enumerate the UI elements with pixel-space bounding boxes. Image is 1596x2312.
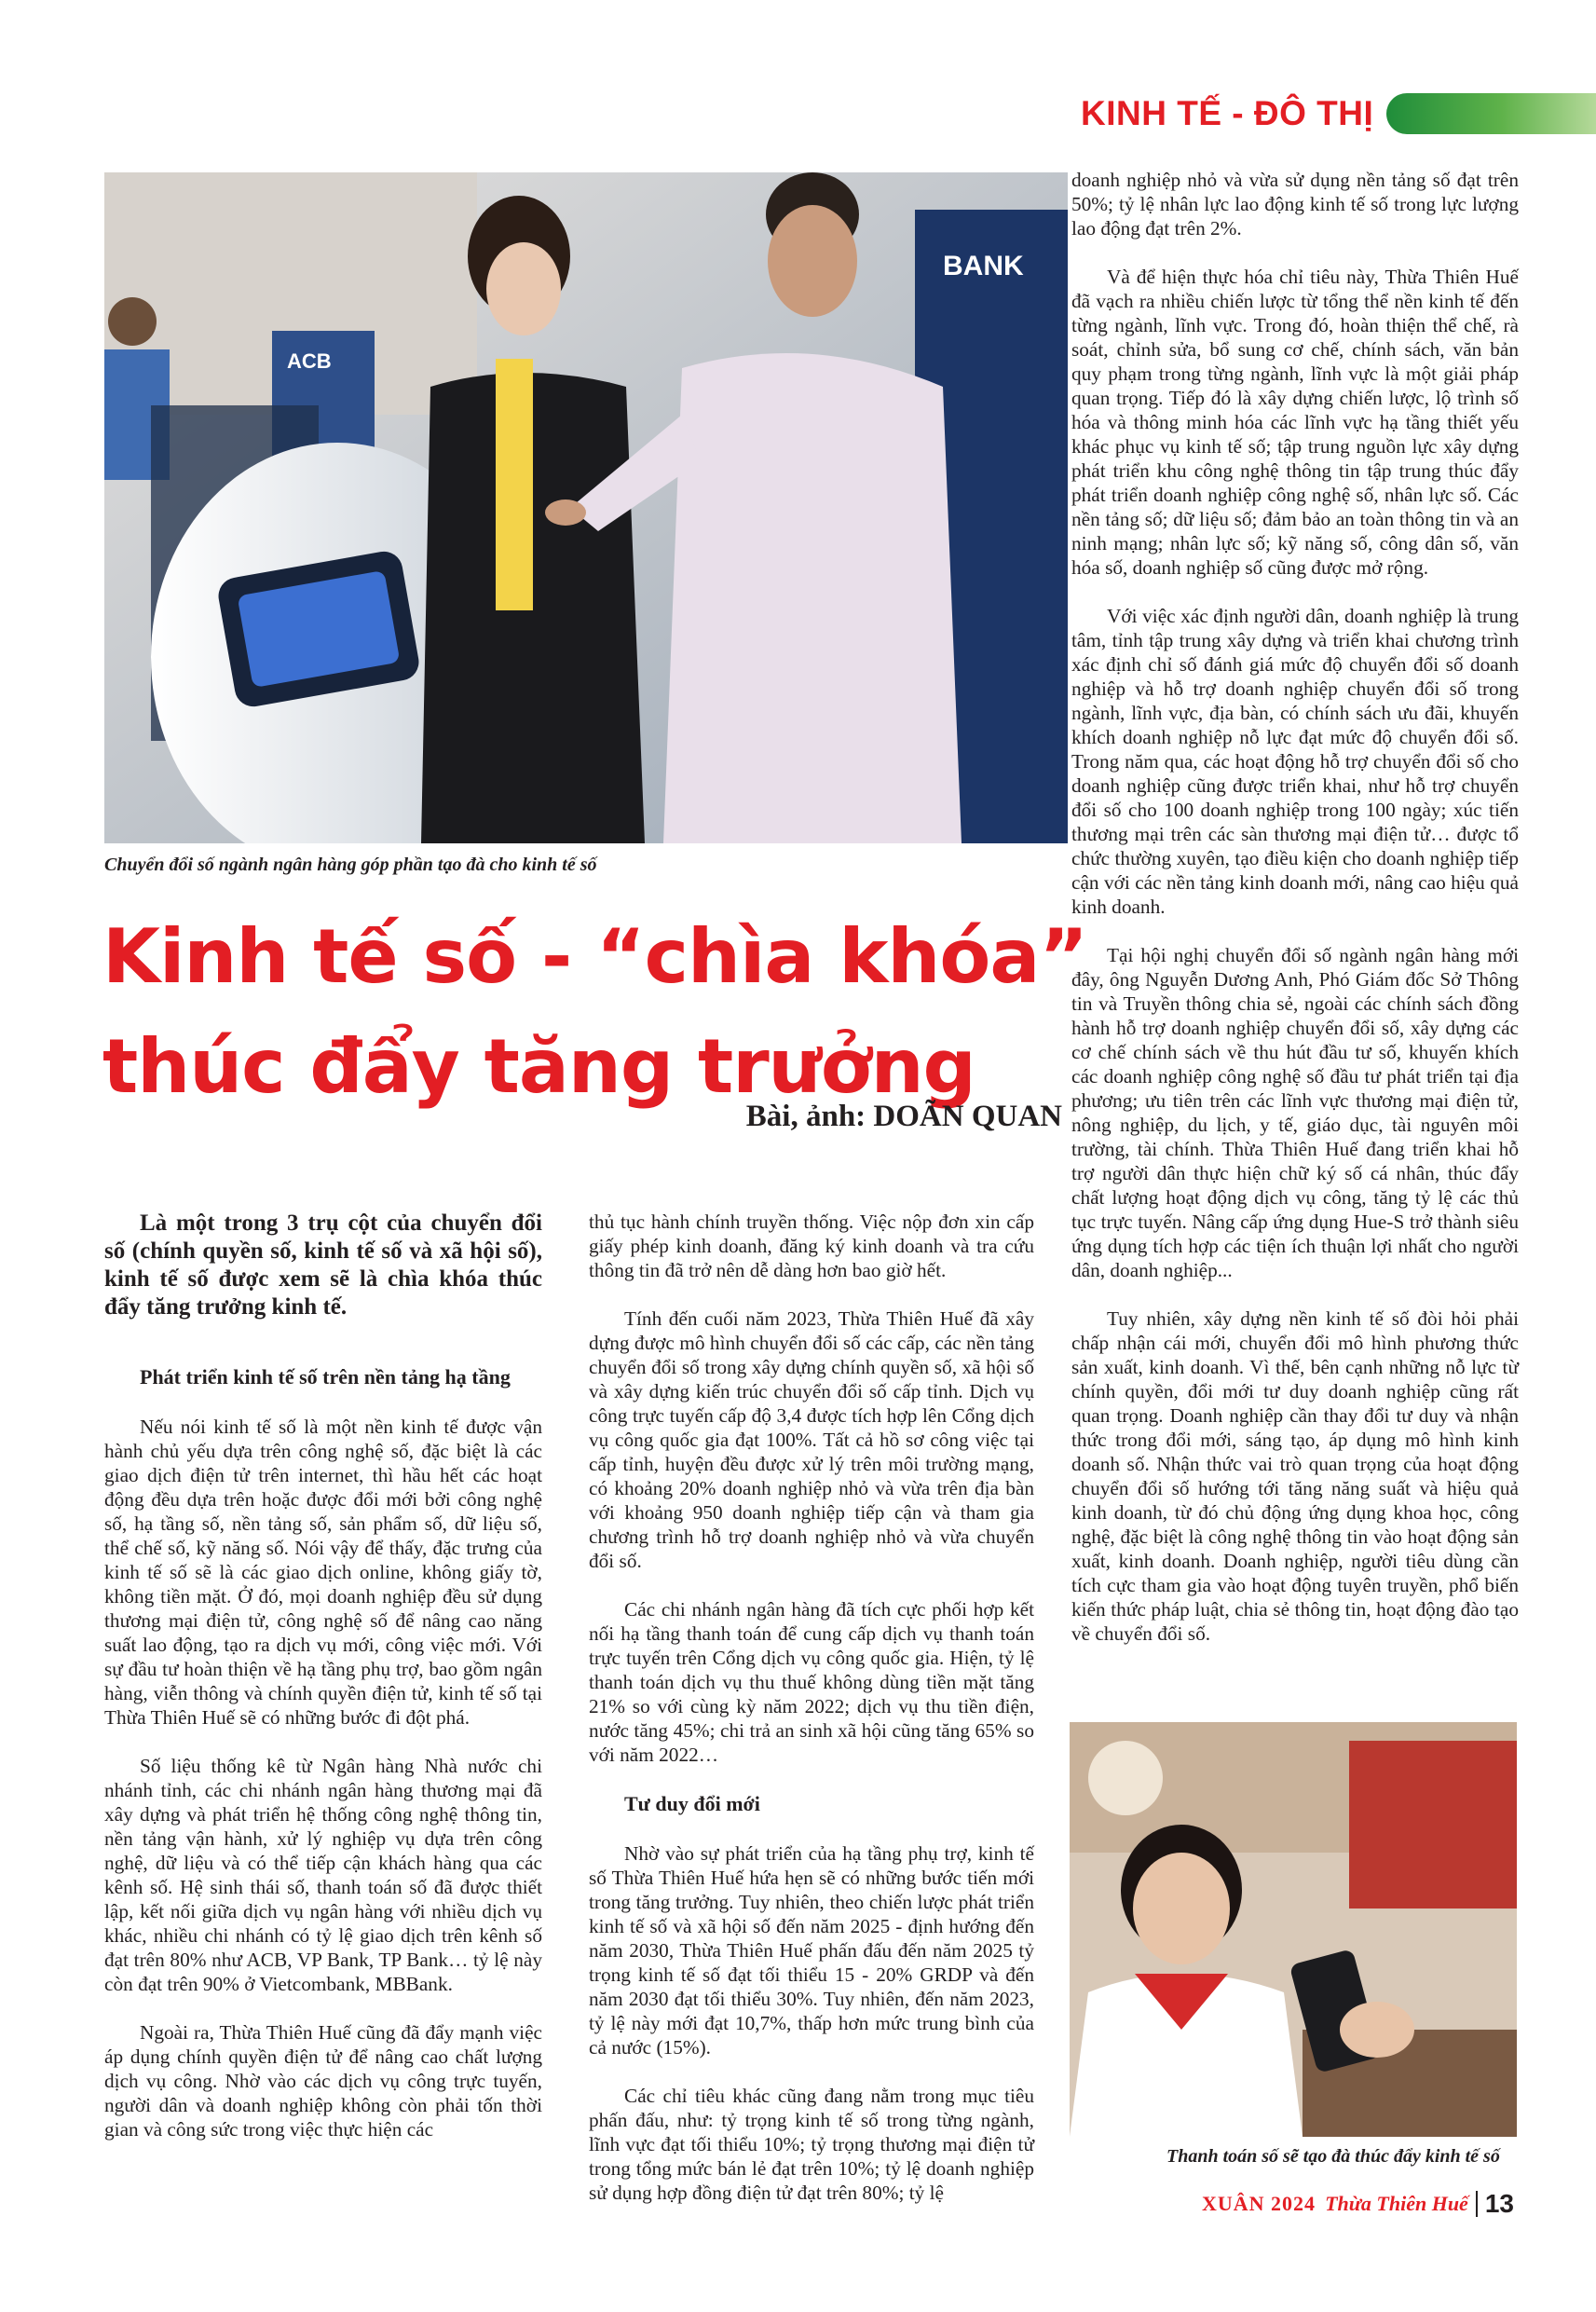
column-1 — [104, 1210, 542, 2166]
main-photo-caption: Chuyển đổi số ngành ngân hàng góp phần tạo đà cho kinh tế số — [104, 855, 597, 875]
paragraph: Nếu nói kinh tế số là một nền kinh tế được vận hành chủ yếu dựa trên công nghệ số, đặc biệt là các giao dịch điện tử trên internet, thì hầu hết các hoạt động đều dựa trên hoặc được đổi mới bởi công nghệ số, hạ tầng số, nền tảng số, sản phẩm số, dữ liệu số, thể chế số, kỹ năng số. Nói vậy để thấy, đặc trưng của kinh tế số sẽ là các giao dịch online, không giấy tờ, không tiền mặt. Ở đó, mọi doanh nghiệp đều sử dụng thương mại điện tử, công nghệ số để nâng cao năng suất lao động, tạo ra dịch vụ mới, công việc mới. Với sự đầu tư hoàn thiện về hạ tầng phụ trợ, bao gồm ngân hàng, viễn thông và chính quyền điện tử, kinh tế số tại Thừa Thiên Huế sẽ có những bước đi đột phá. — [104, 1416, 542, 1729]
page-number: 13 — [1484, 2189, 1514, 2218]
section-header — [1081, 89, 1596, 138]
main-photo — [104, 172, 1068, 843]
second-photo-caption: Thanh toán số sẽ tạo đà thúc đẩy kinh tế số — [1166, 2146, 1500, 2167]
acb-signage-text: ACB — [287, 349, 332, 373]
article-title-line1: Kinh tế số - “chìa khóa” — [102, 913, 1087, 1000]
paragraph: Tại hội nghị chuyển đổi số ngành ngân hàng mới đây, ông Nguyễn Dương Anh, Phó Giám đốc Sở Thông tin và Truyền thông chia sẻ, ngoài các chính sách đồng hành hỗ trợ doanh nghiệp chuyển đổi số, xây dựng các cơ chế chính sách về thu hút đầu tư số, khuyến khích các doanh nghiệp công nghệ số đầu tư phát triển tại địa phương; ưu tiên trên các lĩnh vực thương mại điện tử, nông nghiệp, du lịch, y tế, giáo dục, tài nguyên môi trường, tài chính. Thừa Thiên Huế đang triển khai hỗ trợ người dân thực hiện chữ ký số cá nhân, thúc đẩy chất lượng hoạt động dịch vụ công, tăng tỷ lệ các thủ tục trực tuyến. Nâng cấp ứng dụng Hue-S trở thành siêu ứng dụng tích hợp các tiện ích thuận lợi nhất cho người dân, doanh nghiệp... — [1071, 944, 1519, 1281]
section-color-bar — [1386, 93, 1596, 134]
section-heading-1: Phát triển kinh tế số trên nền tảng hạ tầng — [140, 1365, 511, 1389]
paragraph: doanh nghiệp nhỏ và vừa sử dụng nền tảng số đạt trên 50%; tỷ lệ nhân lực lao động kinh tế số trong lực lượng lao động đạt trên 2%. — [1071, 169, 1519, 239]
page-footer — [1202, 2185, 1514, 2223]
footer-divider — [1476, 2191, 1478, 2217]
paragraph: Nhờ vào sự phát triển của hạ tầng phụ trợ, kinh tế số Thừa Thiên Huế hứa hẹn sẽ có những bước tiến mới trong tăng trưởng. Tuy nhiên, theo chiến lược phát triển kinh tế số và xã hội số đến năm 2025 - định hướng đến năm 2030, Thừa Thiên Huế phấn đấu đến năm 2025 tỷ trọng kinh tế số đạt tối thiểu 15 - 20% GRDP và đến năm 2030 đạt tối thiểu 30%. Tuy nhiên, đến năm 2023, tỷ lệ này mới đạt 10,7%, thấp hơn mức trung bình của cả nước (15%). — [589, 1842, 1034, 2059]
paragraph: Số liệu thống kê từ Ngân hàng Nhà nước chi nhánh tỉnh, các chi nhánh ngân hàng thương mại đã xây dựng và phát triển hệ thống công nghệ thông tin, nền tảng vận hành, xử lý nghiệp vụ dựa trên công nghệ, dữ liệu và có thể tiếp cận khách hàng qua các kênh số. Hệ sinh thái số, thanh toán số đã được thiết lập, kết nối giữa dịch vụ ngân hàng với nhiều dịch vụ khác, nhiều chi nhánh có tỷ lệ giao dịch trên kênh số đạt trên 80% như ACB, VP Bank, TP Bank… tỷ lệ này còn đạt trên 90% ở Vietcombank, MBBank. — [104, 1755, 542, 1995]
magazine-name: Thừa Thiên Huế — [1325, 2192, 1468, 2215]
byline: Bài, ảnh: DOÃN QUAN — [745, 1100, 1062, 1133]
article-title — [102, 902, 1087, 1122]
issue-label: XUÂN 2024 — [1202, 2192, 1316, 2215]
column-3 — [1071, 168, 1519, 1670]
paragraph: Các chỉ tiêu khác cũng đang nằm trong mục tiêu phấn đấu, như: tỷ trọng kinh tế số trong từng ngành, lĩnh vực đạt tối thiểu 10%; tỷ trọng thương mại điện tử trong tổng mức bán lẻ đạt trên 10%; tỷ lệ doanh nghiệp sử dụng hợp đồng điện tử đạt trên 80%; tỷ lệ — [589, 2085, 1034, 2204]
paragraph: Ngoài ra, Thừa Thiên Huế cũng đã đẩy mạnh việc áp dụng chính quyền điện tử để nâng cao chất lượng dịch vụ công. Nhờ vào các dịch vụ công trực tuyến, người dân và doanh nghiệp không còn phải tốn thời gian và công sức trong việc thực hiện các — [104, 2021, 542, 2141]
paragraph: thủ tục hành chính truyền thống. Việc nộp đơn xin cấp giấy phép kinh doanh, đăng ký kinh doanh và tra cứu thông tin đã trở nên dễ dàng hơn bao giờ hết. — [589, 1211, 1034, 1281]
paragraph: Với việc xác định người dân, doanh nghiệp là trung tâm, tỉnh tập trung xây dựng và triển khai chương trình xác định chỉ số đánh giá mức độ chuyển đổi số doanh nghiệp và hỗ trợ doanh nghiệp chuyển đổi số trong ngành, lĩnh vực, địa bàn, có chính sách ưu đãi, khuyến khích doanh nghiệp nỗ lực đạt mức độ chuyển đổi số. Trong năm qua, các hoạt động hỗ trợ chuyển đổi số cho doanh nghiệp cũng được triển khai, như hỗ trợ chuyển đổi số cho 100 doanh nghiệp trong 100 ngày; xúc tiến thương mại trên các sàn thương mại điện tử… được tổ chức thường xuyên, tạo điều kiện cho doanh nghiệp tiếp cận với các nền tảng kinh doanh mới, nâng cao hiệu quả kinh doanh. — [1071, 605, 1519, 918]
paragraph: Tuy nhiên, xây dựng nền kinh tế số đòi hỏi phải chấp nhận cái mới, chuyển đổi mô hình phương thức sản xuất, kinh doanh. Vì thế, bên cạnh những nỗ lực từ chính quyền, đổi mới tư duy doanh nghiệp cũng rất quan trọng. Doanh nghiệp cần thay đổi tư duy và nhận thức trong đổi mới, sáng tạo, áp dụng mô hình kinh doanh số. Nhận thức vai trò quan trọng của hoạt động chuyển đổi số hướng tới tăng năng suất và hiệu quả kinh doanh, từ đó chủ động ứng dụng khoa học, công nghệ, đặc biệt là công nghệ thông tin vào hoạt động sản xuất, kinh doanh. Doanh nghiệp, người tiêu dùng cần tích cực tham gia vào hoạt động tuyên truyền, phổ biến kiến thức pháp luật, chia sẻ thông tin, hoạt động đào tạo về chuyển đổi số. — [1071, 1307, 1519, 1645]
second-photo — [1070, 1722, 1517, 2137]
column-2 — [589, 1210, 1034, 2229]
section-label: KINH TẾ - ĐÔ THỊ — [1081, 94, 1374, 132]
bank-signage-text: BANK — [943, 251, 1024, 281]
lead-paragraph: Là một trong 3 trụ cột của chuyển đổi số (chính quyền số, kinh tế số và xã hội số), kinh tế số được xem sẽ là chìa khóa thúc đẩy tăng trưởng kinh tế. — [104, 1211, 542, 1320]
paragraph: Các chi nhánh ngân hàng đã tích cực phối hợp kết nối hạ tầng thanh toán để cung cấp dịch vụ thanh toán trực tuyến trên Cổng dịch vụ công quốc gia. Hiện, tỷ lệ thanh toán dịch vụ thu thuế không dùng tiền mặt tăng 21% so với cùng kỳ năm 2022; dịch vụ thu tiền điện, nước tăng 45%; chi trả an sinh xã hội cũng tăng 65% so với năm 2022… — [589, 1598, 1034, 1766]
paragraph: Và để hiện thực hóa chỉ tiêu này, Thừa Thiên Huế đã vạch ra nhiều chiến lược từ tổng thể nền kinh tế đến từng ngành, lĩnh vực. Trong đó, hoàn thiện thể chế, rà soát, chỉnh sửa, bổ sung cơ chế, chính sách, văn bản quy phạm trong từng ngành, lĩnh vực là một giải pháp quan trọng. Tiếp đó là xây dựng chiến lược, lộ trình số hóa và thông minh hóa các lĩnh vực hạ tầng thiết yếu khác phục vụ kinh tế số; tập trung nguồn lực xây dựng phát triển khu công nghệ thông tin tập trung thúc đẩy phát triển doanh nghiệp công nghệ số, nhân lực số. Các nền tảng số; dữ liệu số; đảm bảo an toàn thông tin và an ninh mạng; nhân lực số; kỹ năng số, công dân số, văn hóa số, doanh nghiệp số cũng được mở rộng. — [1071, 266, 1519, 579]
section-heading-2: Tư duy đổi mới — [624, 1792, 760, 1815]
paragraph: Tính đến cuối năm 2023, Thừa Thiên Huế đã xây dựng được mô hình chuyển đổi số các cấp, các nền tảng chuyển đổi số trong xây dựng chính quyền số, xã hội số và xây dựng kiến trúc chuyển đổi số cấp tỉnh. Dịch vụ công trực tuyến cấp độ 3,4 được tích hợp lên Cổng dịch vụ công quốc gia đạt 100%. Tất cả hồ sơ công việc tại cấp tỉnh, huyện đều được xử lý trên môi trường mạng, có khoảng 20% doanh nghiệp nhỏ và vừa trên địa bàn với khoảng 950 doanh nghiệp tiếp cận và tham gia chương trình hỗ trợ doanh nghiệp nhỏ và vừa chuyển đổi số. — [589, 1307, 1034, 1572]
article-title-line2: thúc đẩy tăng trưởng — [102, 1023, 975, 1110]
